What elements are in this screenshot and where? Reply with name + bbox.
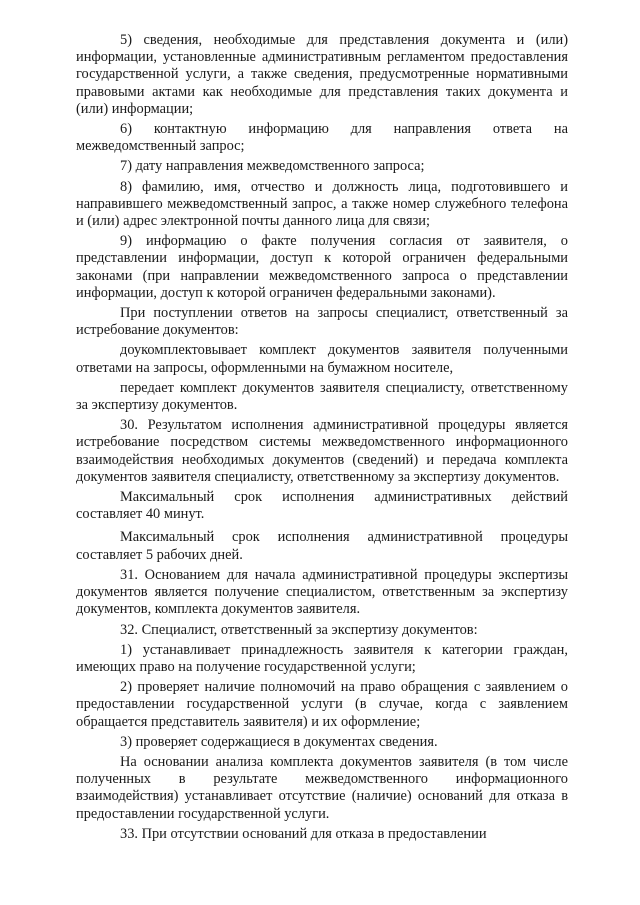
paragraph-30: 30. Результатом исполнения административной процедуры является истребование посредством системы межведомственного информационного взаимодействия необходимых документов (сведений) и передача комплекта документов заявителя специалисту, ответственному за экспертизу документов. — [76, 417, 568, 485]
paragraph-item-8: 8) фамилию, имя, отчество и должность лица, подготовившего и направившего межведомственный запрос, а также номер служебного телефона и (или) адрес электронной почты данного лица для связи; — [76, 178, 568, 230]
paragraph-32: 32. Специалист, ответственный за экспертизу документов: — [120, 621, 478, 638]
paragraph-responses-intro: При поступлении ответов на запросы специалист, ответственный за истребование документов: — [76, 305, 568, 339]
paragraph-31: 31. Основанием для начала административной процедуры экспертизы документов является получение специалистом, ответственным за экспертизу документов, комплекта документов заявителя. — [76, 566, 568, 618]
paragraph-33: 33. При отсутствии оснований для отказа в предоставлении — [120, 825, 487, 842]
paragraph-completes-set: доукомплектовывает комплект документов заявителя полученными ответами на запросы, оформленными на бумажном носителе, — [76, 342, 568, 376]
paragraph-transfers-set: передает комплект документов заявителя специалисту, ответственному за экспертизу документов. — [76, 379, 568, 414]
paragraph-item-9: 9) информацию о факте получения согласия от заявителя, о представлении информации, доступ к которой ограничен федеральными законами (при направлении межведомственного запроса о представлении информации, доступ к которой ограничен федеральными законами). — [76, 233, 568, 301]
paragraph-max-procedure-time: Максимальный срок исполнения административной процедуры составляет 5 рабочих дней. — [76, 529, 568, 563]
paragraph-32-item-3: 3) проверяет содержащиеся в документах сведения. — [120, 733, 438, 750]
paragraph-item-7: 7) дату направления межведомственного запроса; — [120, 158, 425, 175]
paragraph-32-item-2: 2) проверяет наличие полномочий на право обращения с заявлением о предоставлении государственной услуги (в случае, когда с заявлением обращается представитель заявителя) и их оформление; — [76, 679, 568, 730]
paragraph-item-6: 6) контактную информацию для направления ответа на межведомственный запрос; — [76, 121, 568, 155]
paragraph-analysis: На основании анализа комплекта документов заявителя (в том числе полученных в результате межведомственного информационного взаимодействия) устанавливает отсутствие (наличие) оснований для отказа в предоставлении государственной услуги. — [76, 753, 568, 822]
paragraph-max-actions-time: Максимальный срок исполнения административных действий составляет 40 минут. — [76, 489, 568, 523]
paragraph-item-5: 5) сведения, необходимые для представления документа и (или) информации, установленные административным регламентом предоставления государственной услуги, а также сведения, предусмотренные нормативными правовыми актами как необходимые для представления таких документа и (или) информации; — [76, 32, 568, 117]
paragraph-32-item-1: 1) устанавливает принадлежность заявителя к категории граждан, имеющих право на получение государственной услуги; — [76, 641, 568, 675]
